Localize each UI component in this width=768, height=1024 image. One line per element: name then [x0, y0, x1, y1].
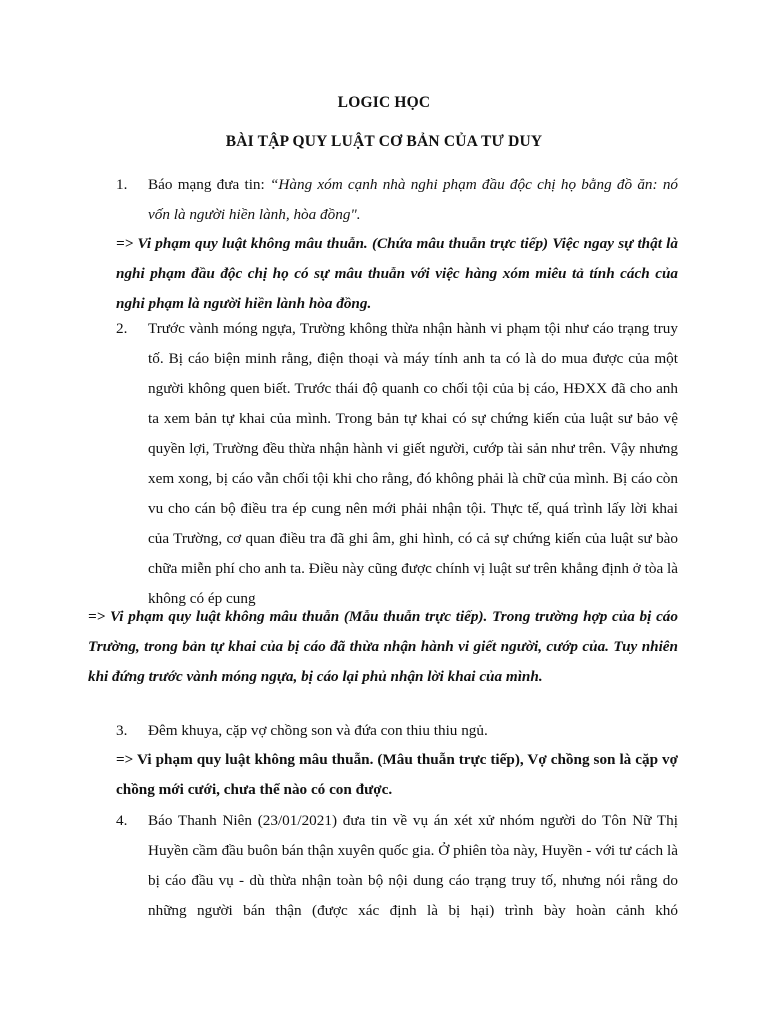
item-number-1: 1.	[116, 176, 128, 193]
item-3-conclusion: => Vi phạm quy luật không mâu thuẫn. (Mâu thuẫn trực tiếp), Vợ chồng son là cặp vợ chồng mới cưới, chưa thể nào có con được.	[116, 751, 678, 798]
item-1-lead: Báo mạng đưa tin:	[148, 176, 270, 193]
item-1-conclusion: => Vi phạm quy luật không mâu thuẫn. (Chứa mâu thuẫn trực tiếp) Việc ngay sự thật là nghi phạm đầu độc chị họ có sự mâu thuẫn với việc hàng xóm miêu tả tính cách của nghi phạm là người hiền lành hòa đồng.	[116, 235, 678, 312]
item-2-conclusion: => Vi phạm quy luật không mâu thuẫn (Mẫu thuẫn trực tiếp). Trong trường hợp của bị cáo Trường, trong bản tự khai của bị cáo đã thừa nhận hành vi giết người, cướp của. Tuy nhiên khi đứng trước vành móng ngựa, bị cáo lại phủ nhận lời khai của mình.	[88, 608, 678, 685]
item-number-2: 2.	[116, 320, 128, 337]
document-title: LOGIC HỌC	[337, 94, 431, 111]
item-1-quote: “Hàng xóm cạnh nhà nghi phạm đầu độc chị họ bằng đồ ăn: nó vốn là người hiền lành, hòa đồng".	[148, 176, 679, 223]
document-subtitle: BÀI TẬP QUY LUẬT CƠ BẢN CỦA TƯ DUY	[225, 133, 543, 150]
item-2-text: Trước vành móng ngựa, Trường không thừa nhận hành vi phạm tội như cáo trạng truy tố. Bị cáo biện minh rằng, điện thoại và máy tính anh ta có là do mua được của một người không quen biết. Trước thái độ quanh co chối tội của bị cáo, HĐXX đã cho anh ta xem bản tự khai của mình. Trong bản tự khai có sự chứng kiến của luật sư bảo vệ quyền lợi, Trường đều thừa nhận hành vi giết người, cướp tài sản như trên. Vậy nhưng xem xong, bị cáo vẫn chối tội khi cho rằng, đó không phải là chữ của mình. Bị cáo còn vu cho cán bộ điều tra ép cung nên mới phải nhận tội. Thực tế, quá trình lấy lời khai của Trường, cơ quan điều tra đã ghi âm, ghi hình, có cả sự chứng kiến của luật sư bào chữa miễn phí cho anh ta. Điều này cũng được chính vị luật sư trên khẳng định ở tòa là không có ép cung	[148, 320, 678, 607]
item-1-text	[148, 170, 678, 230]
item-number-4: 4.	[116, 812, 128, 829]
item-number-3: 3.	[116, 722, 128, 739]
item-4-text: Báo Thanh Niên (23/01/2021) đưa tin về vụ án xét xử nhóm người do Tôn Nữ Thị Huyền cầm đầu buôn bán thận xuyên quốc gia. Ở phiên tòa này, Huyền - với tư cách là bị cáo đầu vụ - dù thừa nhận toàn bộ nội dung cáo trạng truy tố, nhưng nói rằng do những người bán thận (được xác định là bị hại) trình bày hoàn cảnh khó	[148, 812, 678, 919]
item-3-text: Đêm khuya, cặp vợ chồng son và đứa con thiu thiu ngủ.	[148, 722, 488, 739]
